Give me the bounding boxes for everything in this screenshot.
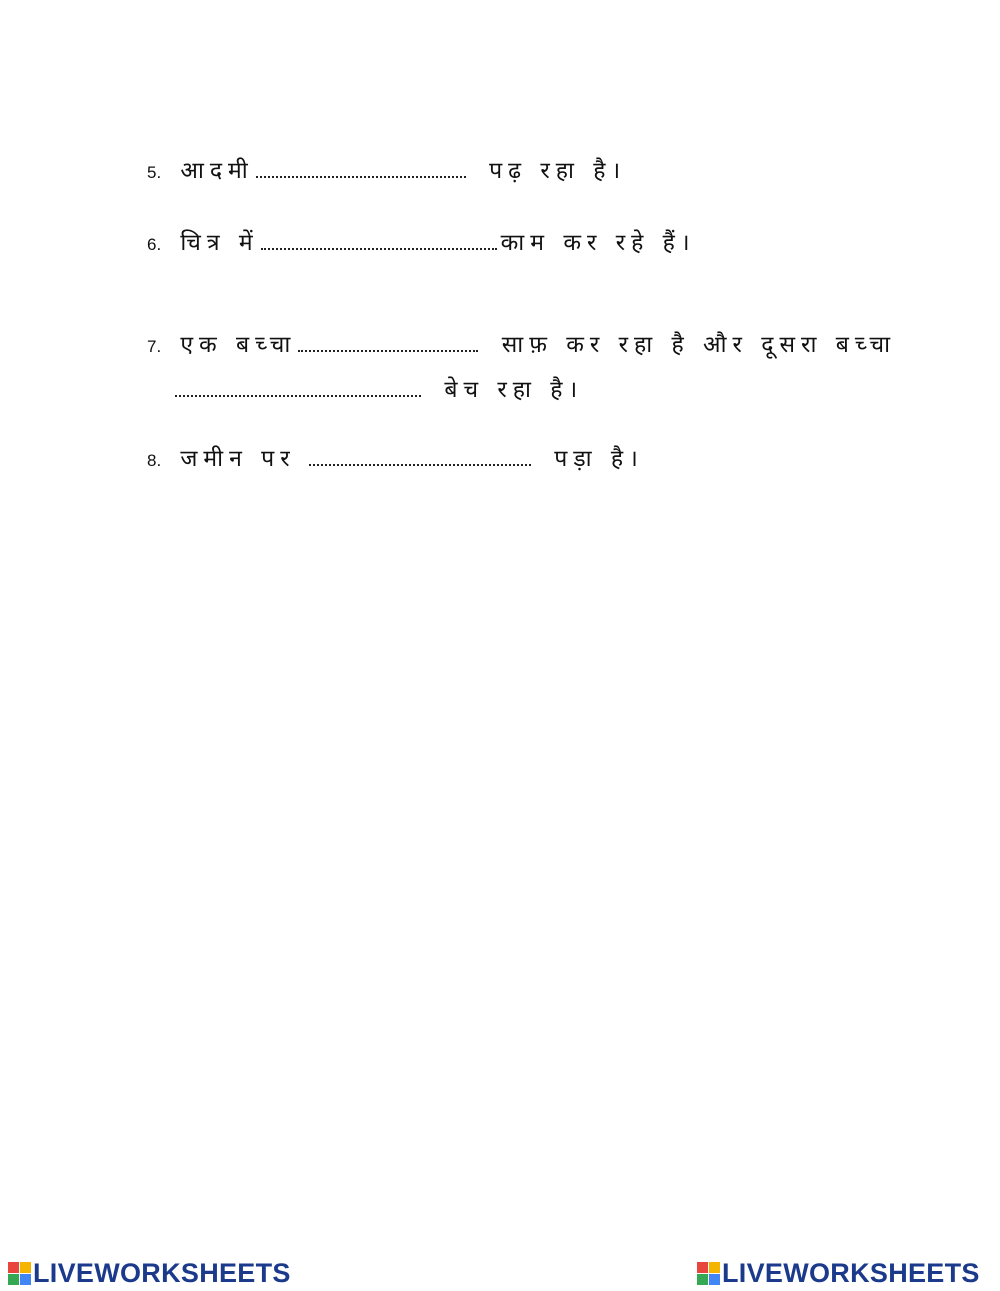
logo-text: LIVEWORKSHEETS <box>722 1258 980 1288</box>
question-text-after: बेच रहा है। <box>444 377 584 403</box>
question-text-after: काम कर रहे हैं। <box>500 230 696 256</box>
answer-blank[interactable] <box>298 346 478 352</box>
question-7 <box>147 334 896 357</box>
question-8 <box>147 448 644 471</box>
question-text-before: चित्र में <box>180 230 259 256</box>
question-5 <box>147 160 626 183</box>
answer-blank[interactable] <box>309 460 531 466</box>
logo-text: LIVEWORKSHEETS <box>33 1258 291 1288</box>
answer-blank[interactable] <box>256 172 466 178</box>
question-text-after: पड़ा है। <box>554 446 644 472</box>
answer-blank[interactable] <box>175 391 421 397</box>
question-text-after: साफ़ कर रहा है और दूसरा बच्चा <box>501 332 897 358</box>
question-text-after: पढ़ रहा है। <box>489 158 627 184</box>
liveworksheets-logo-right <box>697 1258 980 1289</box>
logo-mark-icon <box>697 1262 720 1285</box>
question-number: 5. <box>147 163 162 182</box>
question-text-before: जमीन पर <box>180 446 296 472</box>
liveworksheets-logo-left <box>8 1258 291 1289</box>
question-text-before: आदमी <box>180 158 254 184</box>
question-7-line-2 <box>175 372 583 404</box>
logo-mark-icon <box>8 1262 31 1285</box>
question-number: 8. <box>147 451 162 470</box>
question-number: 6. <box>147 235 162 254</box>
answer-blank[interactable] <box>261 244 497 250</box>
question-text-before: एक बच्चा <box>180 332 297 358</box>
question-number: 7. <box>147 337 162 356</box>
question-6 <box>147 232 696 255</box>
